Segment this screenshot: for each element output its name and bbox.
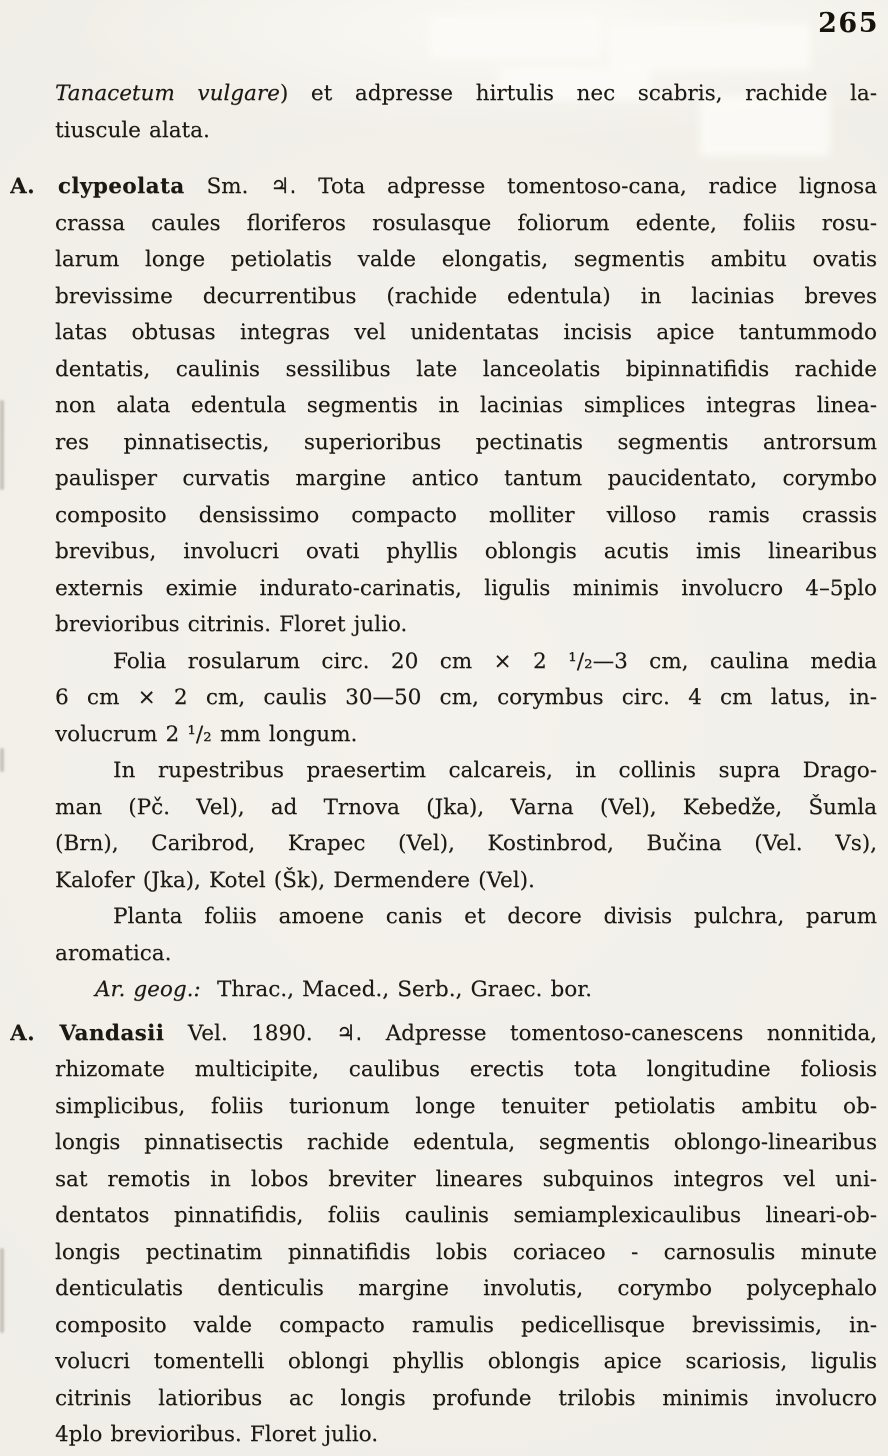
- perennial-symbol: ♃.: [270, 174, 297, 199]
- text-line: externis eximie indurato-carinatis, ligulis minimis involucro 4–5plo: [55, 575, 877, 601]
- text-line: denticulatis denticulis margine involutis, corymbo polycephalo: [55, 1276, 877, 1301]
- text-line: rhizomate multicipite, caulibus erectis tota longitudine foliosis: [55, 1057, 877, 1082]
- text-line: brevibus, involucri ovati phyllis oblongis acutis imis linearibus: [55, 539, 877, 564]
- species-name: A. Vandasii: [10, 1020, 165, 1046]
- taxon-reference-italic: Tanacetum vulgare: [55, 81, 280, 106]
- text-line: In rupestribus praesertim calcareis, in collinis supra Drago-: [113, 758, 877, 783]
- page-number: 265: [818, 8, 879, 39]
- species-entry-vandasii: [10, 1016, 877, 1454]
- text-line: brevioribus citrinis. Floret julio.: [55, 612, 408, 637]
- text-line: Kalofer (Jka), Kotel (Šk), Dermendere (Vel).: [55, 867, 535, 893]
- text-line: Planta foliis amoene canis et decore divisis pulchra, parum: [113, 904, 877, 929]
- text-line: composito densissimo compacto molliter villoso ramis crassis: [55, 502, 877, 528]
- text-line: [55, 76, 877, 113]
- text-line: latas obtusas integras vel unidentatas incisis apice tantummodo: [55, 320, 877, 345]
- scan-edge-artifact: [0, 1248, 4, 1333]
- text-line: 4plo brevioribus. Floret julio.: [55, 1422, 379, 1447]
- scan-edge-artifact: [0, 748, 4, 772]
- text-line: paulisper curvatis margine antico tantum paucidentato, corymbo: [55, 466, 877, 491]
- paragraph-localities: [55, 753, 877, 899]
- text-line: larum longe petiolatis valde elongatis, segmentis ambitu ovatis: [55, 247, 877, 272]
- text-line: composito valde compacto ramulis pedicellisque brevissimis, in-: [55, 1312, 877, 1338]
- text-line: aromatica.: [55, 940, 172, 966]
- text-line: [55, 972, 877, 1009]
- text-line: 6 cm × 2 cm, caulis 30—50 cm, corymbus circ. 4 cm latus, in-: [55, 685, 877, 710]
- text-line: tiuscule alata.: [55, 117, 210, 143]
- text-segment: ) et adpresse hirtulis nec scabris, rachide la-: [279, 81, 877, 106]
- species-heading-line: [10, 169, 877, 206]
- paragraph-measurements: [55, 644, 877, 754]
- paragraph-area-geographica: [55, 972, 877, 1009]
- text-line: res pinnatisectis, superioribus pectinatis segmentis antrorsum: [55, 429, 877, 455]
- area-geographica-label: Ar. geog.:: [95, 977, 201, 1002]
- text-line: longis pinnatisectis rachide edentula, segmentis oblongo-linearibus: [55, 1130, 877, 1155]
- species-authority: Sm.: [206, 174, 249, 199]
- text-line: dentatis, caulinis sessilibus late lanceolatis bipinnatifidis rachide: [55, 356, 877, 382]
- text-line: dentatos pinnatifidis, foliis caulinis semiamplexicaulibus lineari-ob-: [55, 1203, 877, 1228]
- text-line: non alata edentula segmentis in lacinias simplices integras linea-: [55, 393, 877, 418]
- text-segment: Thrac., Maced., Serb., Graec. bor.: [216, 977, 592, 1002]
- paragraph-remark: [55, 899, 877, 972]
- scan-edge-artifact: [0, 400, 4, 490]
- text-line: volucrum 2 ¹/₂ mm longum.: [55, 721, 358, 747]
- text-segment: Adpresse tomentoso-canescens nonnitida,: [385, 1020, 877, 1046]
- text-line: citrinis latioribus ac longis profunde trilobis minimis involucro: [55, 1385, 877, 1411]
- paragraph-continuation: [55, 76, 877, 149]
- perennial-symbol: ♃.: [336, 1020, 363, 1046]
- text-line: (Brn), Caribrod, Krapec (Vel), Kostinbrod, Bučina (Vel. Vs),: [55, 831, 877, 856]
- text-line: longis pectinatim pinnatifidis lobis coriaceo - carnosulis minute: [55, 1239, 877, 1265]
- text-line: Folia rosularum circ. 20 cm × 2 ¹/₂—3 cm, caulina media: [113, 648, 877, 674]
- species-name: A. clypeolata: [10, 174, 185, 199]
- page-body: [10, 0, 877, 1454]
- text-line: brevissime decurrentibus (rachide edentula) in lacinias breves: [55, 283, 877, 309]
- text-line: simplicibus, foliis turionum longe tenuiter petiolatis ambitu ob-: [55, 1093, 877, 1119]
- text-segment: Tota adpresse tomentoso-cana, radice lignosa: [318, 174, 877, 199]
- text-line: man (Pč. Vel), ad Trnova (Jka), Varna (Vel), Kebedže, Šumla: [55, 794, 877, 820]
- species-authority: Vel. 1890.: [187, 1020, 313, 1046]
- species-entry-clypeolata: [10, 169, 877, 644]
- text-line: sat remotis in lobos breviter lineares subquinos integros vel uni-: [55, 1166, 877, 1192]
- text-line: volucri tomentelli oblongi phyllis oblongis apice scariosis, ligulis: [55, 1349, 877, 1374]
- species-heading-line: [10, 1016, 877, 1053]
- text-line: crassa caules floriferos rosulasque foliorum edente, foliis rosu-: [55, 210, 877, 236]
